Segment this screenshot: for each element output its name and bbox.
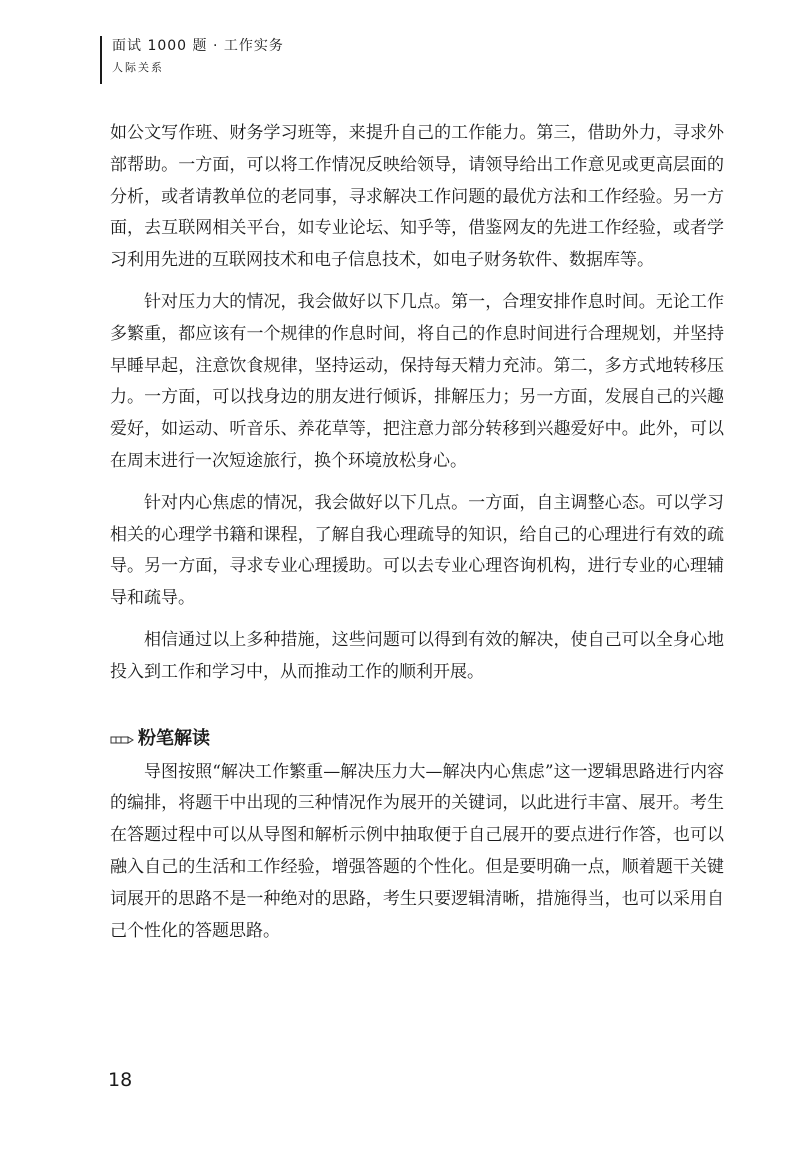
section-heading [110,727,724,751]
section-title: 粉笔解读 [138,727,210,749]
book-title: 面试 1000 题 · 工作实务 [112,38,284,54]
page-number: 18 [108,1069,133,1091]
paragraph-anxiety: 针对内心焦虑的情况，我会做好以下几点。一方面，自主调整心态。可以学习相关的心理学书籍和课程，了解自我心理疏导的知识，给自己的心理进行有效的疏导。另一方面，寻求专业心理援助。可以去专业心理咨询机构，进行专业的心理辅导和疏导。 [110,492,724,609]
page-body [110,118,724,947]
paragraph-conclusion: 相信通过以上多种措施，这些问题可以得到有效的解决，使自己可以全身心地投入到工作和学习中，从而推动工作的顺利开展。 [110,629,724,682]
running-header [100,36,284,84]
paragraph-continued: 如公文写作班、财务学习班等，来提升自己的工作能力。第三，借助外力，寻求外部帮助。一方面，可以将工作情况反映给领导，请领导给出工作意见或更高层面的分析，或者请教单位的老同事，寻求解决工作问题的最优方法和工作经验。另一方面，去互联网相关平台，如专业论坛、知乎等，借鉴网友的先进工作经验，或者学习利用先进的互联网技术和电子信息技术，如电子财务软件、数据库等。 [110,123,724,271]
pencil-icon [110,732,134,746]
section-body: 导图按照“解决工作繁重—解决压力大—解决内心焦虑”这一逻辑思路进行内容的编排，将题干中出现的三种情况作为展开的关键词，以此进行丰富、展开。考生在答题过程中可以从导图和解析示例中抽取便于自己展开的要点进行作答，也可以融入自己的生活和工作经验，增强答题的个性化。但是要明确一点，顺着题干关键词展开的思路不是一种绝对的思路，考生只要逻辑清晰，措施得当，也可以采用自己个性化的答题思路。 [110,761,724,941]
paragraph-pressure: 针对压力大的情况，我会做好以下几点。第一，合理安排作息时间。无论工作多繁重，都应该有一个规律的作息时间，将自己的作息时间进行合理规划，并坚持早睡早起，注意饮食规律，坚持运动，保持每天精力充沛。第二，多方式地转移压力。一方面，可以找身边的朋友进行倾诉，排解压力；另一方面，发展自己的兴趣爱好，如运动、听音乐、养花草等，把注意力部分转移到兴趣爱好中。此外，可以在周末进行一次短途旅行，换个环境放松身心。 [110,291,724,471]
chapter-subtitle: 人际关系 [112,61,164,74]
